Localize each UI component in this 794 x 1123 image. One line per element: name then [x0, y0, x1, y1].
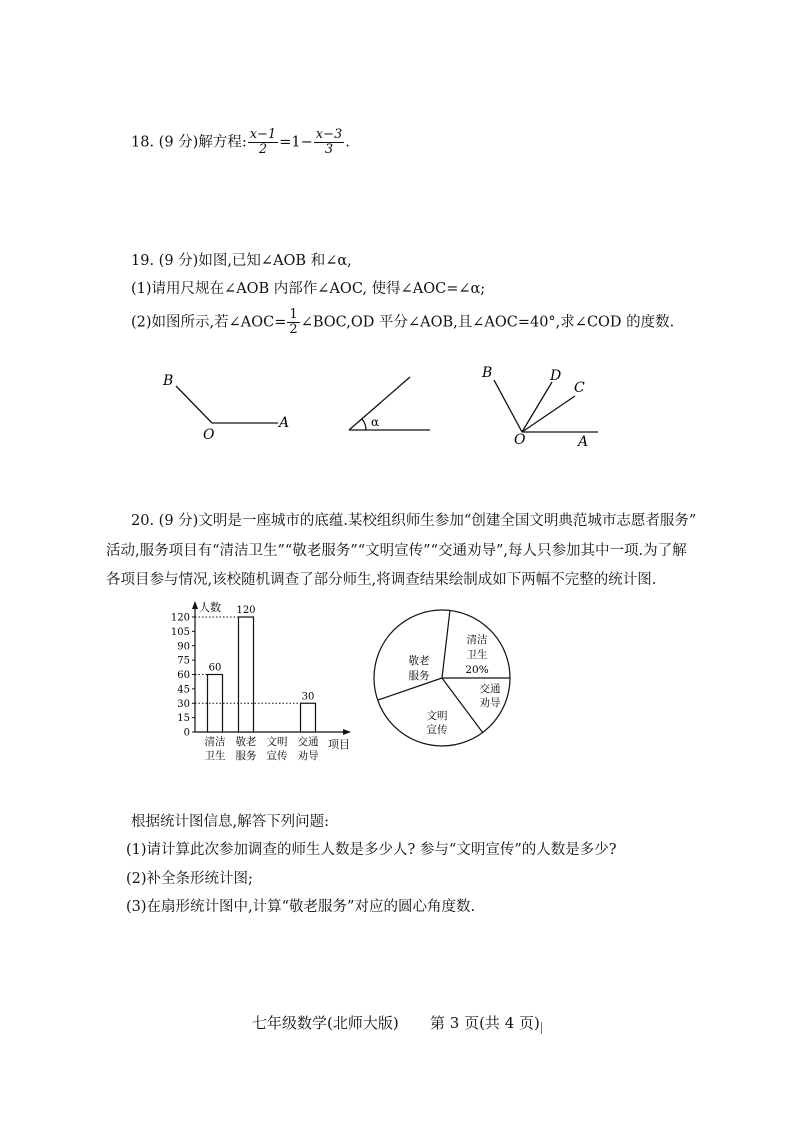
fig1-angle-aob — [176, 386, 278, 423]
bar-chart — [165, 595, 365, 775]
bar-value-label: 30 — [301, 691, 315, 703]
footer-right: 第 3 页(共 4 页) — [430, 1014, 540, 1032]
q19-line3-a: (2)如图所示,若∠AOC= — [131, 314, 287, 331]
fig1-label-b: B — [163, 373, 174, 389]
y-tick-label: 45 — [177, 684, 190, 696]
q20-line3: 各项目参与情况,该校随机调查了部分师生,将调查结果绘制成如下两幅不完整的统计图. — [106, 572, 657, 588]
q18-prefix: 18. (9 分)解方程: — [131, 134, 247, 151]
q18-frac1-den: 2 — [258, 142, 268, 157]
q19-line2: (1)请用尺规在∠AOB 内部作∠AOC, 使得∠AOC=∠α; — [131, 281, 486, 297]
q19-line3 — [131, 308, 674, 337]
pie-label-wenming-1: 文明 — [426, 710, 448, 722]
q18-frac1-num: x−1 — [249, 127, 277, 142]
x-category-label: 服务 — [235, 750, 257, 762]
y-tick-label: 15 — [177, 713, 190, 725]
q19-frac — [287, 308, 299, 337]
y-axis-arrow — [192, 601, 198, 609]
bar-value-label: 60 — [208, 662, 222, 674]
pie-chart — [369, 605, 519, 755]
y-tick-label: 75 — [177, 655, 190, 667]
pie-label-wenming — [427, 710, 448, 736]
y-tick-label: 30 — [177, 698, 190, 710]
q20-intro: 根据统计图信息,解答下列问题: — [131, 814, 329, 830]
q18-suffix: . — [345, 134, 350, 151]
q20-sub2: (2)补全条形统计图; — [126, 871, 253, 887]
q20-sub1: (1)请计算此次参加调查的师生人数是多少人? 参与“文明宣传”的人数是多少? — [126, 842, 617, 858]
q18-frac2 — [314, 128, 345, 157]
pie-label-jinglao-1: 敬老 — [408, 655, 430, 667]
pie-label-jinglao — [409, 654, 430, 682]
y-tick-label: 105 — [170, 626, 190, 638]
y-tick-label: 120 — [170, 612, 190, 624]
pie-label-jinglao-2: 服务 — [408, 670, 430, 682]
x-category-label: 卫生 — [204, 750, 226, 762]
bar-value-label: 120 — [236, 605, 256, 616]
pie-label-qingjie-3: 20% — [465, 664, 489, 676]
x-category-label: 交通 — [297, 736, 319, 748]
fig1-label-a: A — [279, 415, 290, 431]
y-tick-label: 90 — [177, 641, 190, 653]
pie-label-wenming-2: 宣传 — [426, 724, 448, 736]
x-category-label: 清洁 — [204, 736, 226, 748]
q19-frac-num: 1 — [289, 307, 298, 322]
q18-line — [131, 128, 350, 157]
q18-frac2-den: 3 — [324, 142, 334, 157]
footer-left: 七年级数学(北师大版) — [252, 1014, 399, 1032]
pie-label-qingjie-2: 卫生 — [466, 649, 488, 661]
q19-frac-den: 2 — [289, 322, 298, 337]
x-category-label: 敬老 — [235, 736, 257, 748]
x-category-label: 文明 — [266, 736, 288, 748]
fig1-label-o: O — [203, 427, 215, 443]
y-axis-label: 人数 — [199, 601, 221, 614]
pie-label-jiaotong-2: 劝导 — [479, 697, 501, 709]
x-category-label: 劝导 — [297, 750, 319, 762]
fig3-label-a: A — [578, 434, 589, 450]
q18-frac1 — [248, 128, 279, 157]
x-category-label: 宣传 — [266, 750, 288, 762]
footer-tick — [541, 1022, 542, 1034]
q20-line2: 活动,服务项目有“清洁卫生”“敬老服务”“文明宣传”“交通劝导”,每人只参加其中一项.为了解 — [106, 543, 687, 559]
x-axis-label: 项目 — [328, 738, 350, 751]
q19-line1: 19. (9 分)如图,已知∠AOB 和∠α, — [131, 253, 352, 269]
q18-middle: =1− — [279, 134, 313, 151]
bar — [239, 617, 254, 732]
fig2-angle-alpha — [349, 377, 430, 430]
x-axis-arrow — [343, 729, 351, 735]
fig3-label-b: B — [482, 365, 493, 381]
fig2-label-alpha: α — [371, 415, 380, 429]
y-tick-label: 0 — [183, 727, 190, 739]
q18-frac2-num: x−3 — [315, 127, 343, 142]
pie-label-jiaotong — [480, 682, 501, 709]
fig3-label-d: D — [550, 368, 562, 384]
q20-sub3: (3)在扇形统计图中,计算“敬老服务”对应的圆心角度数. — [126, 899, 476, 915]
fig3-label-c: C — [574, 380, 585, 396]
y-tick-label: 60 — [177, 670, 190, 681]
pie-label-jiaotong-1: 交通 — [479, 683, 501, 695]
q19-line3-b: ∠BOC,OD 平分∠AOB,且∠AOC=40°,求∠COD 的度数. — [300, 314, 675, 331]
q19-figures — [0, 360, 794, 460]
pie-label-qingjie-1: 清洁 — [466, 634, 488, 646]
fig3-label-o: O — [514, 432, 526, 448]
pie-label-qingjie — [465, 633, 488, 676]
q20-line1: 20. (9 分)文明是一座城市的底蕴.某校组织师生参加“创建全国文明典范城市志愿者服务” — [131, 513, 697, 529]
bar — [301, 703, 316, 732]
